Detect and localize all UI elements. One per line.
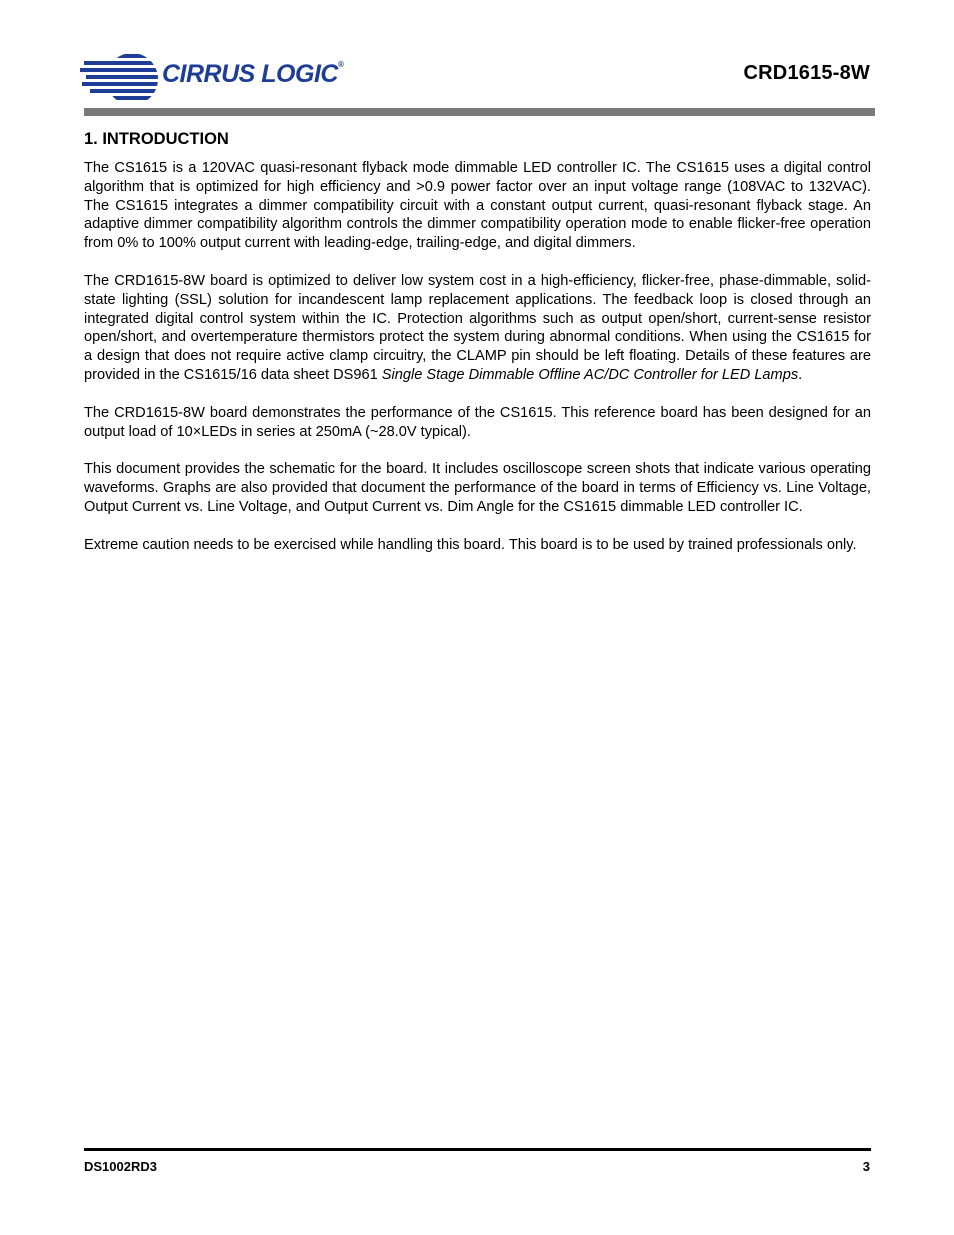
section-body (84, 159, 871, 574)
footer-divider (84, 1148, 871, 1151)
cirrus-logic-logo (80, 52, 370, 106)
header-divider (84, 108, 875, 116)
section-heading: 1. INTRODUCTION (84, 130, 229, 148)
datasheet-title: Single Stage Dimmable Offline AC/DC Controller for LED Lamps (381, 366, 799, 383)
footer-page-number: 3 (862, 1159, 870, 1174)
paragraph-4: This document provides the schematic for the board. It includes oscilloscope screen shots that indicate various operating waveforms. Graphs are also provided that document the performance of the board in terms of Efficiency vs. Line Voltage, Output Current vs. Line Voltage, and Output Current vs. Dim Angle for the CS1615 dimmable LED controller IC. (84, 461, 871, 515)
logo-emblem-icon (80, 52, 160, 106)
logo-wordmark: CIRRUS LOGIC® (162, 60, 344, 88)
document-title: CRD1615-8W (743, 62, 870, 84)
paragraph-2: The CRD1615-8W board is optimized to deliver low system cost in a high-efficiency, flicker-free, phase-dimmable, solid-state lighting (SSL) solution for incandescent lamp replacement applications. The feedback loop is closed through an integrated digital control system within the IC. Protection algorithms such as output open/short, current-sense resistor open/short, and overtemperature thermistors protect the system during abnormal conditions. When using the CS1615 for a design that does not require active clamp circuitry, the CLAMP pin should be left floating. Details of these features are provided in the CS1615/16 data sheet DS961 Single Stage Dimmable Offline AC/DC Controller for LED Lamps. (84, 272, 871, 383)
footer-doc-id: DS1002RD3 (84, 1159, 157, 1174)
paragraph-1: The CS1615 is a 120VAC quasi-resonant flyback mode dimmable LED controller IC. The CS1615 uses a digital control algorithm that is optimized for high efficiency and >0.9 power factor over an input voltage range (108VAC to 132VAC). The CS1615 integrates a dimmer compatibility circuit with a constant output current, quasi-resonant flyback stage. An adaptive dimmer compatibility algorithm controls the dimmer compatibility operation mode to enable flicker-free operation from 0% to 100% output current with leading-edge, trailing-edge, and digital dimmers. (84, 160, 871, 252)
paragraph-5: Extreme caution needs to be exercised while handling this board. This board is to be used by trained professionals only. (84, 536, 857, 553)
paragraph-3: The CRD1615-8W board demonstrates the performance of the CS1615. This reference board has been designed for an output load of 10×LEDs in series at 250mA (~28.0V typical). (84, 404, 871, 440)
